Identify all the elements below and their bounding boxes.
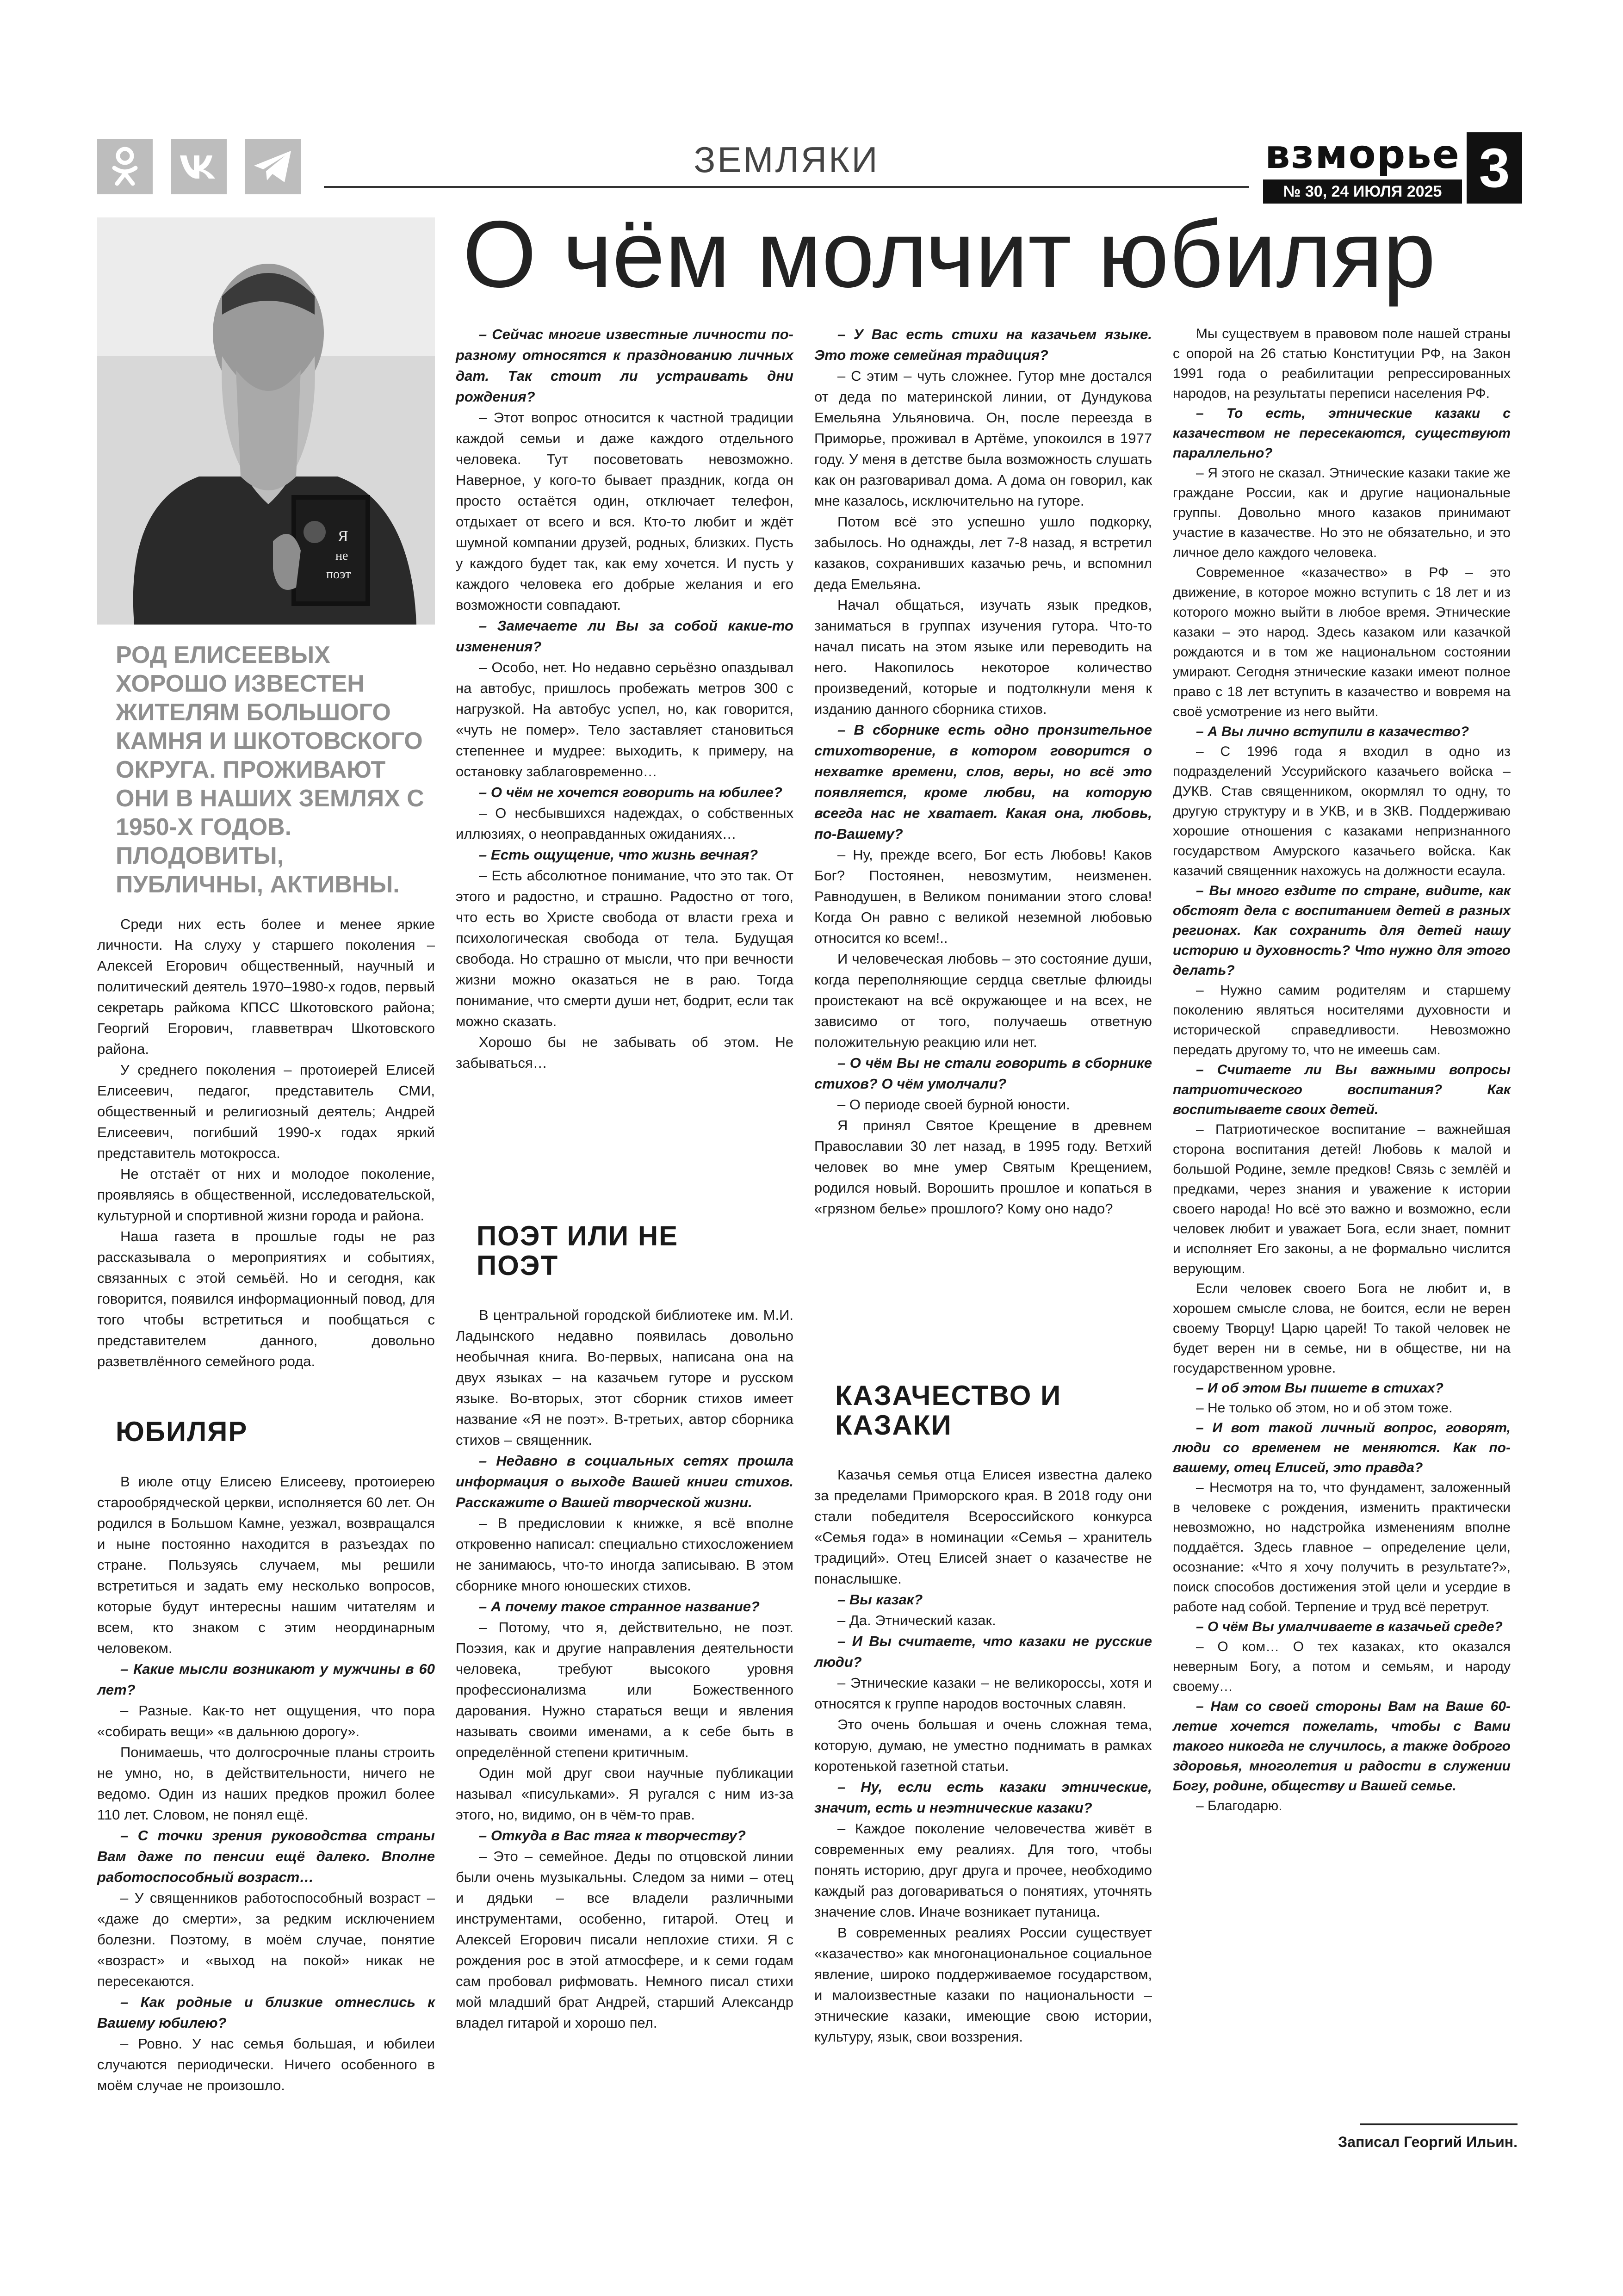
issue-date: № 30, 24 ИЮЛЯ 2025 xyxy=(1263,179,1462,204)
section-label: ЗЕМЛЯКИ xyxy=(625,139,948,181)
question: – Есть ощущение, что жизнь вечная? xyxy=(479,847,758,863)
paragraph: – Есть абсолютное понимание, что это так. От этого и радостно, и страшно. Радостно от того, что есть во Христе свобода от власти греха и психологическая свобода от тела. Будущая свобода. Но страшно от мысли, что при вечности жизни можно оказаться не в раю. Тогда понимание, что смерти души нет, бодрит, если так можно сказать. xyxy=(456,867,793,1029)
column-4 xyxy=(1173,324,1511,1816)
question: – Вы много ездите по стране, видите, как обстоят дела с воспитанием детей в разных регионах. Как сохранить для детей нашу историю и духовность? Что нужно для этого делать? xyxy=(1173,883,1511,978)
question: – А Вы лично вступили в казачество? xyxy=(1196,724,1469,739)
paper-logo: взморье xyxy=(1264,131,1461,178)
paragraph: Понимаешь, что долгосрочные планы строить не умно, но, в действительности, ничего не ведомо. Один из наших предков прожил более 110 лет. Словом, не понял ещё. xyxy=(97,1744,435,1823)
paragraph: – В предисловии к книжке, я всё вполне откровенно написал: специально стихосложением не занимаюсь, что-то иногда записываю. В этом сборнике много юношеских стихов. xyxy=(456,1515,793,1594)
svg-text:поэт: поэт xyxy=(326,567,351,582)
paragraph: Начал общаться, изучать язык предков, заниматься в группах изучения гутора. Что-то начал писать на этом языке или переводить на него. Накопилось некоторое количество произведений, которые и подтолкнули меня к изданию данного сборника стихов. xyxy=(814,597,1152,717)
paragraph: – Потому, что я, действительно, не поэт. Поэзия, как и другие направления деятельности человека, требуют высокого уровня профессионализма или Божественного дарования. Нужно стараться вещи и явления называть своими именами, а к себе быть в определённой степени критичным. xyxy=(456,1619,793,1760)
article-title: О чём молчит юбиляр xyxy=(463,201,1436,307)
paragraph: – Патриотическое воспитание – важнейшая сторона воспитания детей! Любовь к малой и большой Родине, земле предков! Связь с землёй и предками, через знания и уважение к истории своего народа! Но всё это важно и возможно, если человек любит и уважает Бога, если знает, помнит и исполняет Его законы, а не формально числится верующим. xyxy=(1173,1122,1511,1276)
svg-text:Я: Я xyxy=(338,528,348,545)
column-1b xyxy=(97,1471,435,2096)
paragraph: В июле отцу Елисею Елисееву, протоиерею старообрядческой церкви, исполняется 60 лет. Он родился в Большом Камне, уезжал, возвращался и ныне постоянно находится в разъездах по стране. Пользуясь случаем, мы решили встретиться и задать ему несколько вопросов, которые будут интересны нашим читателям и всем, кто знаком с этим неординарным человеком. xyxy=(97,1473,435,1656)
paragraph: – О ком… О тех казаках, кто оказался неверным Богу, а потом и семьям, и народу своему… xyxy=(1173,1639,1511,1694)
question: – Как родные и близкие отнеслись к Вашему юбилею? xyxy=(97,1994,435,2031)
question: – И об этом Вы пишете в стихах? xyxy=(1196,1380,1443,1396)
paragraph: – Это – семейное. Деды по отцовской линии были очень музыкальны. Следом за ними – отец и дядьки – все владели различными инструментами, особенно, гитарой. Отец и Алексей Егорович писали неплохие стихи. Я с рождения рос в этой атмосфере, и к семи годам сам пробовал рифмовать. Немного писал стихи мой младший брат Андрей, старший Александр владел гитарой и хорошо пел. xyxy=(456,1848,793,2031)
question: – С точки зрения руководства страны Вам даже по пенсии ещё далеко. Вполне работоспособный возраст… xyxy=(97,1827,435,1885)
paragraph: – С этим – чуть сложнее. Гутор мне достался от деда по материнской линии, от Дундукова Емельяна Ульяновича. Он, после переезда в Приморье, проживал в Артёме, упокоился в 1977 году. У меня в детстве была возможность слушать как он разговаривал дома. А дома он говорил, как мне казалось, исключительно на гуторе. xyxy=(814,368,1152,509)
paragraph: – У священников работоспособный возраст – «даже до смерти», за редким исключением болезни. Поэтому, в моём случае, понятие «возраст» и «выход на покой» никак не пересекаются. xyxy=(97,1890,435,1989)
question: – О чём Вы умалчиваете в казачьей среде? xyxy=(1196,1619,1503,1634)
question: – То есть, этнические казаки с казачеством не пересекаются, существуют параллельно? xyxy=(1173,406,1511,461)
paragraph: Если человек своего Бога не любит и, в хорошем смысле слова, не боится, если не верен своему Творцу! Царю царей! То такой человек не будет верен ни в семье, ни в обществе, ни на государственном уровне. xyxy=(1173,1281,1511,1376)
vk-icon[interactable] xyxy=(171,139,227,194)
question: – Сейчас многие известные личности по-разному относятся к празднованию личных дат. Так стоит ли устраивать дни рождения? xyxy=(456,326,793,405)
paragraph: – Несмотря на то, что фундамент, заложенный в человеке с рождения, изменить практически невозможно, но надстройка изменениям вполне поддаётся. Здесь главное – определение цели, осознание: «Что я хочу получить в результате?», поиск способов достижения этой цели и усердие в работе над собой. Терпение и труд всё перетрут. xyxy=(1173,1480,1511,1615)
question: – А почему такое странное название? xyxy=(479,1598,760,1615)
paragraph: И человеческая любовь – это состояние души, когда переполняющие сердца светлые флюиды проистекают на всё окружающее и на всех, не зависимо от того, получаешь ответную положительную реакцию или нет. xyxy=(814,951,1152,1050)
paragraph: У среднего поколения – протоиерей Елисей Елисеевич, педагог, представитель СМИ, общественный и религиозный деятель; Андрей Елисеевич, погибший 1990-х годах яркий представитель мотокросса. xyxy=(97,1062,435,1161)
subheading-poet: ПОЭТ ИЛИ НЕ ПОЭТ xyxy=(477,1220,679,1281)
paragraph: Хорошо бы не забывать об этом. Не забываться… xyxy=(456,1034,793,1071)
question: – Нам со своей стороны Вам на Ваше 60-летие хочется пожелать, чтобы с Вами такого никогда не случилось, а также доброго здоровья, многолетия и радости в служении Богу, родине, обществу и Вашей семье. xyxy=(1173,1699,1511,1794)
paragraph: – Нужно самим родителям и старшему поколению являться носителями духовности и исторической справедливости. Невозможно передать другому то, что не имеешь сам. xyxy=(1173,983,1511,1058)
paragraph: Современное «казачество» в РФ – это движение, в которое можно вступить с 18 лет и из которого можно выйти в любое время. Этнические казаки – это народ. Здесь казаком или казачкой рождаются и в том же национальном состоянии умирают. Сегодня этнические казаки имеют полное право с 18 лет вступить в казачество и вовремя на своё усмотрение из него выйти. xyxy=(1173,565,1511,719)
paragraph: – О несбывшихся надеждах, о собственных иллюзиях, о неоправданных ожиданиях… xyxy=(456,805,793,842)
question: – Вы казак? xyxy=(837,1591,923,1608)
ok-icon[interactable] xyxy=(97,139,153,194)
paragraph: – Этот вопрос относится к частной традиции каждой семьи и даже каждого отдельного человека. Тут посоветовать невозможно. Наверное, у кого-то бывает праздник, когда он просто остаётся один, отключает телефон, отдыхает от всего и вся. Кто-то любит и ждёт шумной компании друзей, родных, близких. Пусть у каждого будет так, как ему хочется. И пусть у каждого человека его добрые желания и его возможности совпадают. xyxy=(456,409,793,613)
question: – О чём не хочется говорить на юбилее? xyxy=(479,784,782,800)
question: – В сборнике есть одно пронзительное стихотворение, в котором говорится о нехватке времени, слов, веры, но всё это появляется, кроме любви, на которую всегда нас не хватает. Какая она, любовь, по-Вашему? xyxy=(814,722,1152,842)
column-3 xyxy=(814,324,1152,1219)
paragraph: – Ровно. У нас семья большая, и юбилеи случаются периодически. Ничего особенного в моём случае не произошло. xyxy=(97,2036,435,2093)
paragraph: – Особо, нет. Но недавно серьёзно опаздывал на автобус, пришлось пробежать метров 300 с нагрузкой. На автобус успел, но, как говорится, «чуть не помер». Тело заставляет становиться степеннее и мудрее: выходить, к примеру, на остановку заблаговременно… xyxy=(456,659,793,780)
signature-rule xyxy=(1360,2123,1518,2125)
question: – Замечаете ли Вы за собой какие-то изменения? xyxy=(456,618,793,655)
telegram-icon[interactable] xyxy=(245,139,301,194)
column-2 xyxy=(456,324,793,1073)
question: – Ну, если есть казаки этнические, значит, есть и неэтнические казаки? xyxy=(814,1779,1152,1816)
paragraph: Я принял Святое Крещение в древнем Православии 30 лет назад, в 1995 году. Ветхий человек во мне умер Святым Крещением, родился новый. Ворошить прошлое и копаться в «грязном белье» прошлого? Кому оно надо? xyxy=(814,1117,1152,1217)
paragraph: – Этнические казаки – не великороссы, хотя и относятся к группе народов восточных славян. xyxy=(814,1675,1152,1712)
subheading-jubilee: ЮБИЛЯР xyxy=(116,1416,248,1447)
paragraph: – С 1996 года я входил в одно из подразделений Уссурийского казачьего войска – ДУКВ. Став священником, окормлял то одну, то другую структуру и в УКВ, и в ЗКВ. Поддерживаю хорошие отношения с казаками непризнанного государством Амурского казачьего войска. Как казачий священник нахожусь на должности есаула. xyxy=(1173,744,1511,879)
photo-priest xyxy=(97,217,435,625)
paragraph: – Благодарю. xyxy=(1196,1798,1282,1813)
svg-text:не: не xyxy=(335,549,348,563)
question: – Откуда в Вас тяга к творчеству? xyxy=(479,1827,746,1844)
column-2b xyxy=(456,1305,793,2033)
header-rule xyxy=(324,186,1249,188)
paragraph: Среди них есть более и менее яркие личности. На слуху у старшего поколения – Алексей Егорович общественный, научный и политический деятель 1970–1980-х годов, первый секретарь райкома КПСС Шкотовского района; Георгий Егорович, главветврач Шкотовского района. xyxy=(97,916,435,1057)
author-signature: Записал Георгий Ильин. xyxy=(1338,2134,1518,2150)
paragraph: – Я этого не сказал. Этнические казаки такие же граждане России, как и другие национальные группы. Довольно много казаков принимают участие в казачестве. Но это не обязательно, и это личное дело каждого человека. xyxy=(1173,465,1511,560)
paragraph: – Каждое поколение человечества живёт в современных ему реалиях. Для того, чтобы понять историю, друг друга и прочее, необходимо каждый раз договариваться о понятиях, уточнять значение слов. Иначе возникает путаница. xyxy=(814,1820,1152,1920)
paragraph: Казачья семья отца Елисея известна далеко за пределами Приморского края. В 2018 году они стали победителя Всероссийского конкурса «Семья года» в номинации «Семья – хранитель традиций». Отец Елисей знает о казачестве не понаслышке. xyxy=(814,1467,1152,1587)
column-3b xyxy=(814,1464,1152,2047)
paragraph: Потом всё это успешно ушло подкорку, забылось. Но однажды, лет 7-8 назад, я встретил казаков, сохранивших казачью речь, и вспомнил деда Емельяна. xyxy=(814,514,1152,592)
paragraph: В современных реалиях России существует «казачество» как многонациональное социальное явление, широко поддерживаемое государством, и малоизвестные казаки по национальности – этнические казаки, имеющие свою истории, культуру, язык, свои воззрения. xyxy=(814,1925,1152,2045)
question: – О чём Вы не стали говорить в сборнике стихов? О чём умолчали? xyxy=(814,1055,1152,1092)
question: – Какие мысли возникают у мужчины в 60 лет? xyxy=(97,1661,435,1698)
subheading-cossacks: КАЗАЧЕСТВО И КАЗАКИ xyxy=(835,1380,1062,1441)
paragraph: Мы существуем в правовом поле нашей страны с опорой на 26 статью Конституции РФ, на Закон 1991 года о реабилитации репрессированных народов, на результаты переписи населения РФ. xyxy=(1173,326,1511,401)
paragraph: Не отстаёт от них и молодое поколение, проявляясь в общественной, исследовательской, культурной и спортивной жизни города и района. xyxy=(97,1166,435,1224)
paragraph: Это очень большая и очень сложная тема, которую, думаю, не уместно поднимать в рамках коротенькой газетной статьи. xyxy=(814,1716,1152,1774)
paragraph: Один мой друг свои научные публикации называл «писульками». Я ругался с ним из-за этого, но, видимо, он в чём-то прав. xyxy=(456,1765,793,1823)
page-number: 3 xyxy=(1467,132,1522,204)
paragraph: – О периоде своей бурной юности. xyxy=(837,1096,1070,1113)
question: – Считаете ли Вы важными вопросы патриотического воспитания? Как воспитываете своих детей. xyxy=(1173,1062,1511,1117)
article-lead: РОД ЕЛИСЕЕВЫХ ХОРОШО ИЗВЕСТЕН ЖИТЕЛЯМ БОЛЬШОГО КАМНЯ И ШКОТОВСКОГО ОКРУГА. ПРОЖИВАЮТ ОНИ В НАШИХ ЗЕМЛЯХ С 1950-Х ГОДОВ. ПЛОДОВИТЫ, ПУБЛИЧНЫ, АКТИВНЫ. xyxy=(116,642,424,898)
question: – И вот такой личный вопрос, говорят, люди со временем не меняются. Как по-вашему, отец Елисей, это правда? xyxy=(1173,1420,1511,1475)
paragraph: – Не только об этом, но и об этом тоже. xyxy=(1196,1400,1453,1416)
paragraph: Наша газета в прошлые годы не раз рассказывала о мероприятиях и событиях, связанных с этой семьёй. Но и сегодня, как говорится, появился информационный повод, для того чтобы встретиться и пообщаться с представителем данного, довольно разветвлённого семейного рода. xyxy=(97,1228,435,1369)
paragraph: – Разные. Как-то нет ощущения, что пора «собирать вещи» «в дальнюю дорогу». xyxy=(97,1702,435,1739)
question: – У Вас есть стихи на казачьем языке. Это тоже семейная традиция? xyxy=(814,326,1152,363)
paragraph: В центральной городской библиотеке им. М.И. Ладынского недавно появилась довольно необычная книга. Во-первых, написана она на двух языках – на казачьем гуторе и русском языке. Во-вторых, этот сборник стихов имеет название «Я не поэт». В-третьих, автор сборника стихов – священник. xyxy=(456,1307,793,1448)
question: – И Вы считаете, что казаки не русские люди? xyxy=(814,1633,1152,1670)
column-1 xyxy=(97,914,435,1372)
paragraph: – Ну, прежде всего, Бог есть Любовь! Каков Бог? Постоянен, невозмутим, неизменен. Равнодушен, в Великом понимании этого слова! Когда Он равно с великой неземной любовью относится ко всем!.. xyxy=(814,847,1152,946)
question: – Недавно в социальных сетях прошла информация о выходе Вашей книги стихов. Расскажите о Вашей творческой жизни. xyxy=(456,1453,793,1510)
paragraph: – Да. Этнический казак. xyxy=(837,1612,996,1628)
